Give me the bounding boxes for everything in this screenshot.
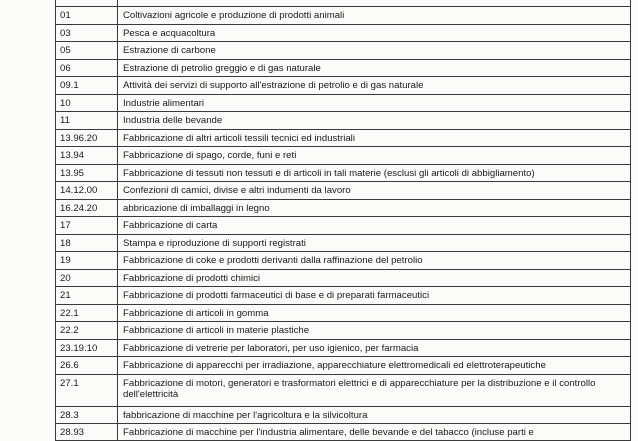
code-cell: 19: [56, 252, 118, 270]
ateco-code-table: [55, 0, 631, 441]
code-cell: 22.1: [56, 304, 118, 322]
table-row: [56, 7, 631, 25]
description-cell: Fabbricazione di articoli in materie plastiche: [118, 322, 631, 340]
code-cell: 20: [56, 269, 118, 287]
description-cell: Pesca e acquacoltura: [118, 24, 631, 42]
table-row: [56, 182, 631, 200]
code-cell: 09.1: [56, 77, 118, 95]
table-row: [56, 374, 631, 406]
code-cell: 26.6: [56, 357, 118, 375]
table-row: [56, 304, 631, 322]
description-cell: Fabbricazione di altri articoli tessili tecnici ed industriali: [118, 129, 631, 147]
description-cell: Fabbricazione di tessuti non tessuti e di articoli in tali materie (esclusi gli articoli di abbigliamento): [118, 164, 631, 182]
document-page: [55, 0, 633, 441]
code-cell: 13.96.20: [56, 129, 118, 147]
code-cell: 18: [56, 234, 118, 252]
description-cell: Fabbricazione di apparecchi per irradiazione, apparecchiature elettromedicali ed elettroterapeutiche: [118, 357, 631, 375]
table-row: [56, 164, 631, 182]
table-row: [56, 357, 631, 375]
table-row: [56, 147, 631, 165]
description-cell: Fabbricazione di prodotti farmaceutici di base e di preparati farmaceutici: [118, 287, 631, 305]
table-row: [56, 217, 631, 235]
code-cell: 03: [56, 24, 118, 42]
code-cell: 10: [56, 94, 118, 112]
description-cell: Fabbricazione di carta: [118, 217, 631, 235]
table-row: [56, 59, 631, 77]
table-row: [56, 42, 631, 60]
code-cell: 23.19.10: [56, 339, 118, 357]
table-row: [56, 322, 631, 340]
description-cell: Coltivazioni agricole e produzione di prodotti animali: [118, 7, 631, 25]
description-cell: abbricazione di imballaggi in legno: [118, 199, 631, 217]
code-cell: 13.95: [56, 164, 118, 182]
code-cell: 14.12.00: [56, 182, 118, 200]
table-row: [56, 339, 631, 357]
description-cell: Confezioni di camici, divise e altri indumenti da lavoro: [118, 182, 631, 200]
description-cell: Attività dei servizi di supporto all'estrazione di petrolio e di gas naturale: [118, 77, 631, 95]
description-cell: Fabbricazione di vetrerie per laboratori, per uso igienico, per farmacia: [118, 339, 631, 357]
code-cell: 28.93: [56, 424, 118, 441]
code-cell: 27.1: [56, 374, 118, 406]
code-cell: 06: [56, 59, 118, 77]
table-row: [56, 129, 631, 147]
table-row: [56, 77, 631, 95]
table-row: [56, 252, 631, 270]
code-cell: 13.94: [56, 147, 118, 165]
description-cell: Fabbricazione di coke e prodotti derivanti dalla raffinazione del petrolio: [118, 252, 631, 270]
description-cell: Fabbricazione di macchine per l'industria alimentare, delle bevande e del tabacco (incluse parti e: [118, 424, 631, 441]
description-cell: Stampa e riproduzione di supporti registrati: [118, 234, 631, 252]
description-cell: Industrie alimentari: [118, 94, 631, 112]
table-row: [56, 269, 631, 287]
table-row: [56, 424, 631, 441]
table-row: [56, 199, 631, 217]
table-row: [56, 406, 631, 424]
description-cell: fabbricazione di macchine per l'agricoltura e la silvicoltura: [118, 406, 631, 424]
code-cell: 11: [56, 112, 118, 130]
code-cell: 17: [56, 217, 118, 235]
table-row: [56, 94, 631, 112]
code-cell: 21: [56, 287, 118, 305]
code-cell: 05: [56, 42, 118, 60]
description-cell: Fabbricazione di spago, corde, funi e reti: [118, 147, 631, 165]
description-cell: Fabbricazione di motori, generatori e trasformatori elettrici e di apparecchiature per la distribuzione e il controllo dell'elettricità: [118, 374, 631, 406]
code-cell: 16.24.20: [56, 199, 118, 217]
table-row: [56, 112, 631, 130]
description-cell: Fabbricazione di articoli in gomma: [118, 304, 631, 322]
code-cell: 01: [56, 7, 118, 25]
description-cell: Industria delle bevande: [118, 112, 631, 130]
code-cell: 22.2: [56, 322, 118, 340]
description-cell: Fabbricazione di prodotti chimici: [118, 269, 631, 287]
description-cell: Estrazione di petrolio greggio e di gas naturale: [118, 59, 631, 77]
description-cell: Estrazione di carbone: [118, 42, 631, 60]
table-row: [56, 287, 631, 305]
table-row: [56, 234, 631, 252]
code-cell: 28.3: [56, 406, 118, 424]
table-row: [56, 24, 631, 42]
